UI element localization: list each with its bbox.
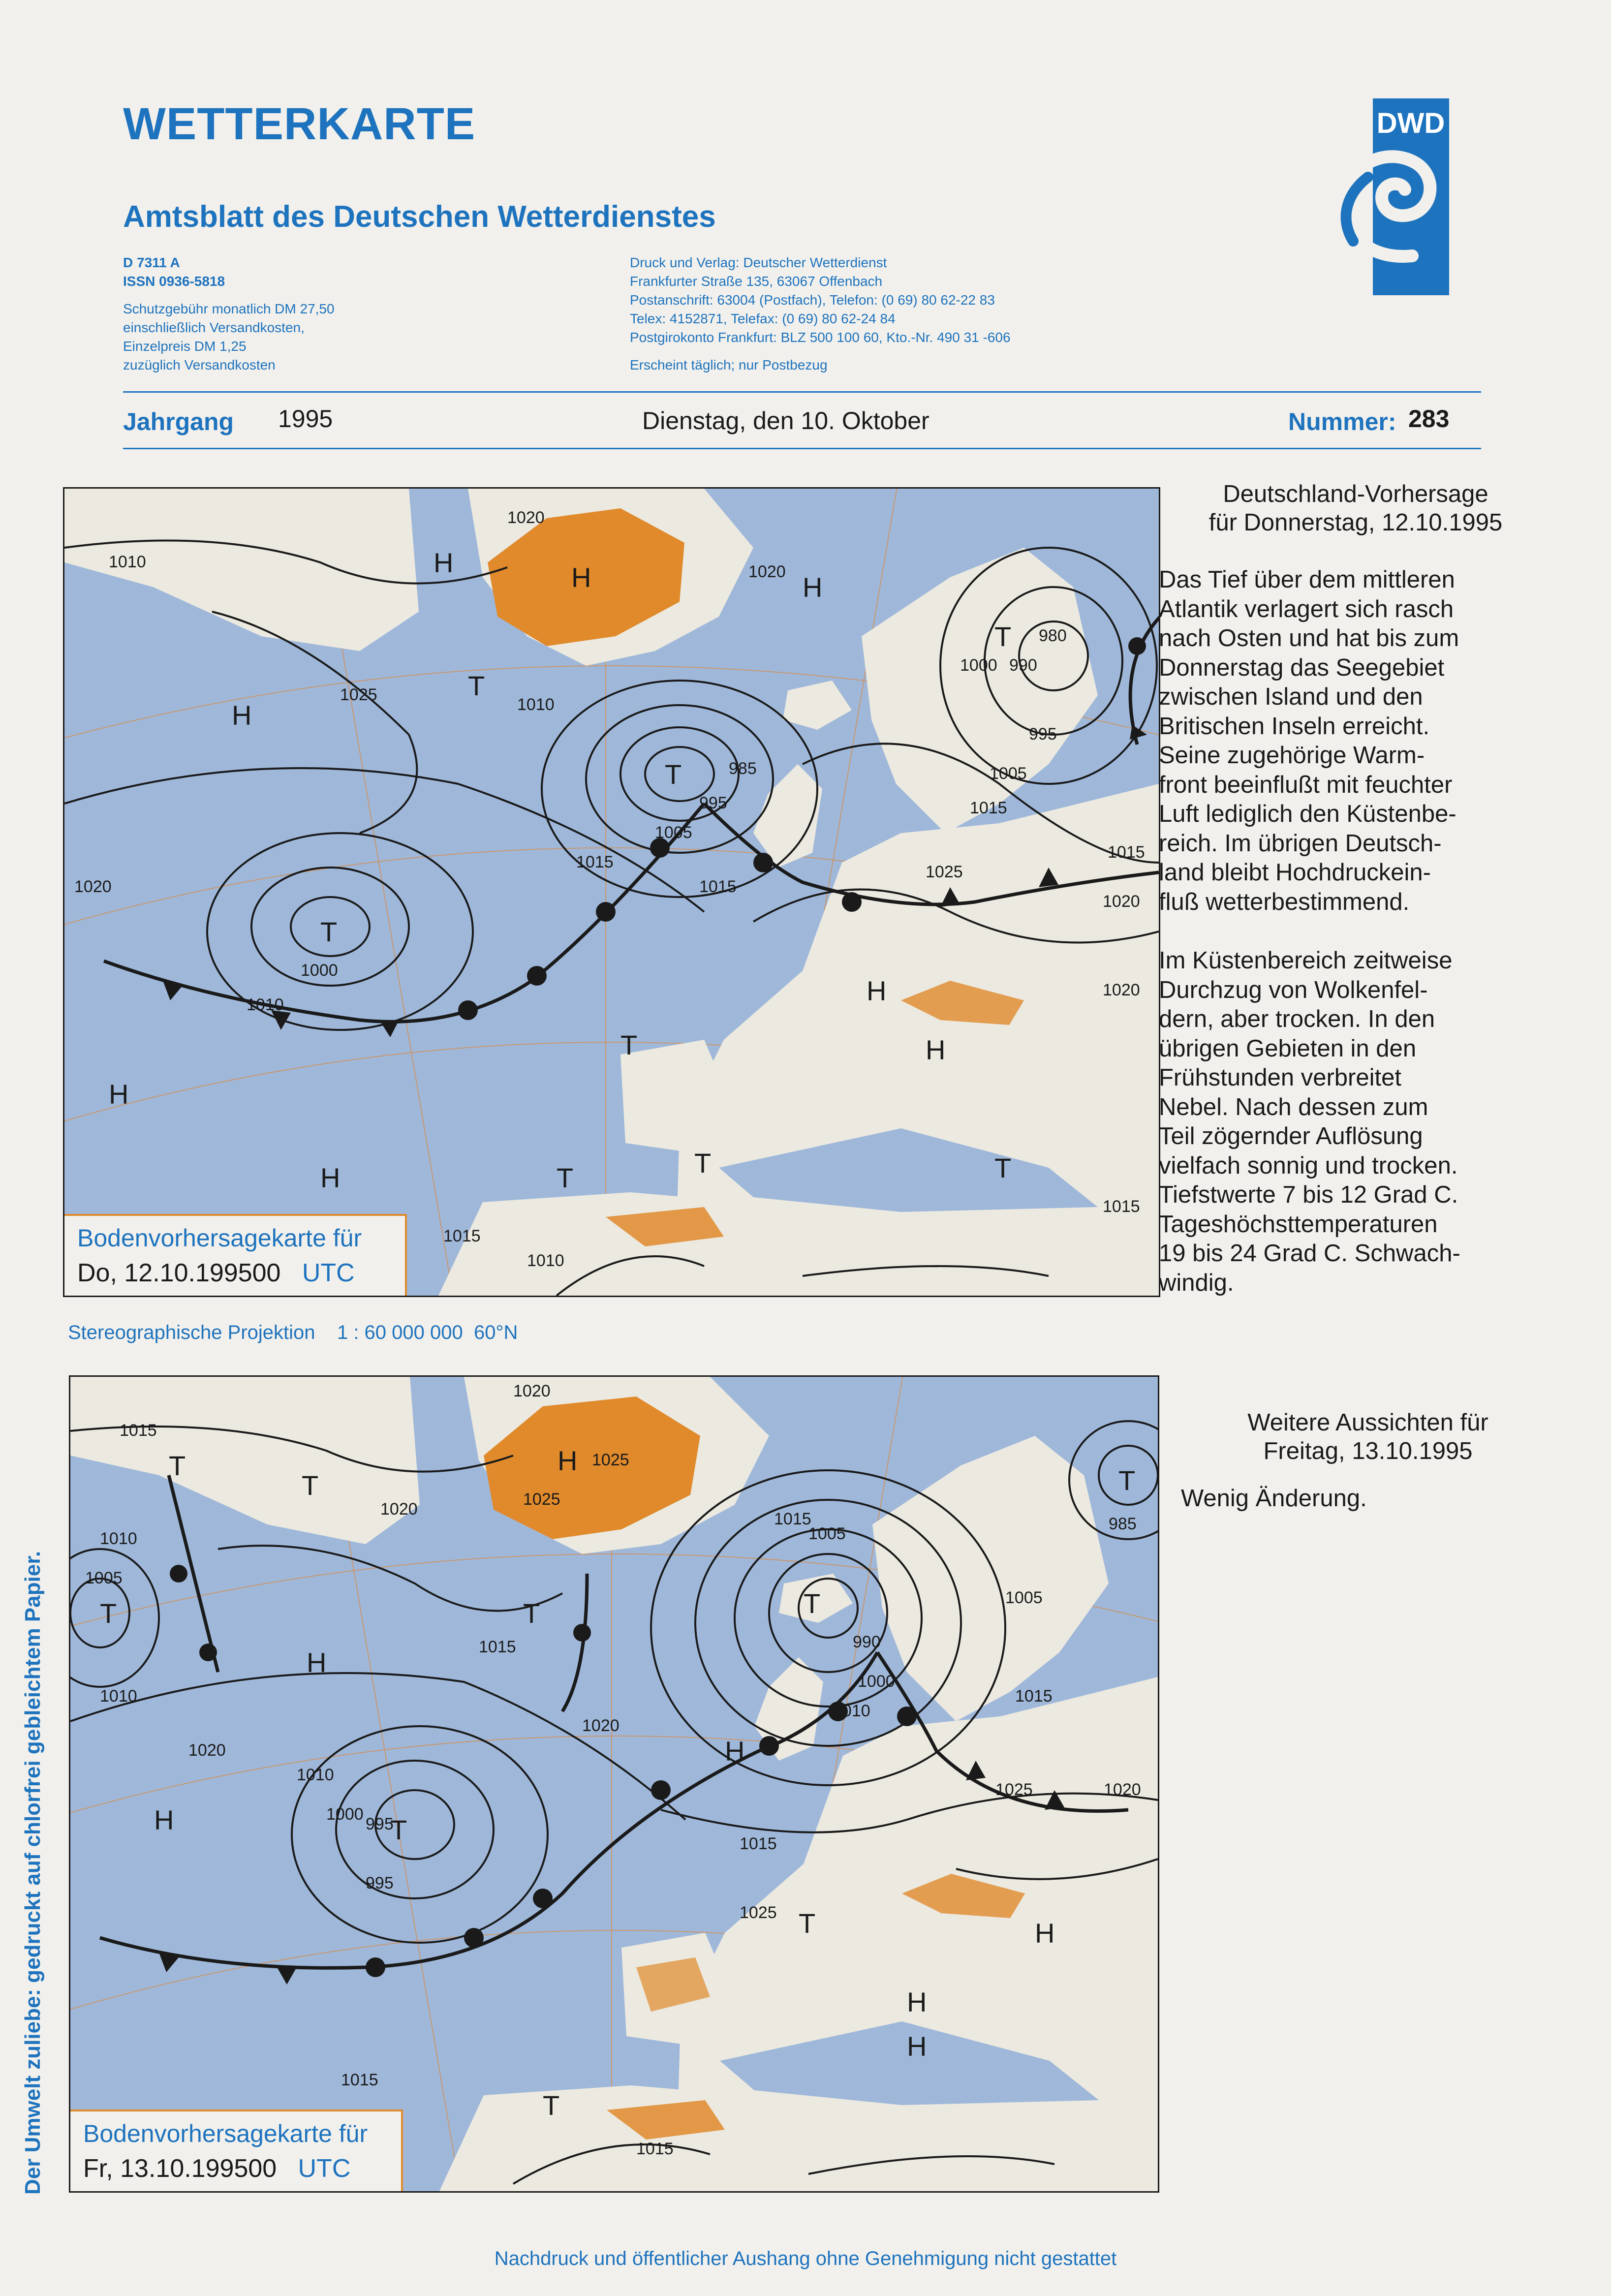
pressure-center: H bbox=[725, 1736, 745, 1767]
fee-line: einschließlich Versandkosten, bbox=[123, 320, 305, 335]
forecast-heading bbox=[1159, 480, 1552, 537]
pressure-center: T bbox=[557, 1162, 574, 1193]
map-caption-date: Do, 12.10.1995 bbox=[77, 1259, 252, 1287]
dwd-logo bbox=[1319, 93, 1452, 300]
forecast-line: fluß wetterbestimmend. bbox=[1159, 888, 1410, 915]
pressure-label: 1010 bbox=[527, 1251, 564, 1270]
pressure-center: T bbox=[665, 759, 682, 790]
pressure-center: H bbox=[926, 1034, 946, 1065]
map-caption bbox=[70, 2110, 403, 2191]
pressure-center: T bbox=[468, 670, 485, 701]
pressure-label: 1025 bbox=[740, 1903, 777, 1922]
pressure-label: 1020 bbox=[1103, 892, 1140, 911]
outlook-column bbox=[1181, 1408, 1555, 1514]
pressure-label: 1015 bbox=[1015, 1687, 1053, 1706]
forecast-line: zwischen Island und den bbox=[1159, 683, 1423, 710]
pressure-label: 995 bbox=[699, 794, 727, 812]
pressure-label: 1015 bbox=[479, 1638, 516, 1656]
pressure-label: 995 bbox=[366, 1815, 394, 1833]
pressure-label: 1000 bbox=[960, 656, 997, 675]
pressure-label: 1005 bbox=[655, 823, 692, 842]
jahrgang-label: Jahrgang bbox=[123, 408, 234, 435]
pressure-label: 980 bbox=[1039, 626, 1067, 645]
nummer-label: Nummer: bbox=[1288, 408, 1396, 435]
pressure-label: 995 bbox=[366, 1874, 394, 1893]
outlook-heading-line: Freitag, 13.10.1995 bbox=[1263, 1438, 1473, 1464]
fee-line: zuzüglich Versandkosten bbox=[123, 357, 276, 372]
header-rule-bottom bbox=[123, 448, 1481, 449]
forecast-line: Frühstunden verbreitet bbox=[1159, 1064, 1401, 1091]
nummer-value: 283 bbox=[1408, 405, 1450, 433]
pressure-label: 1010 bbox=[247, 995, 284, 1014]
pressure-label: 1015 bbox=[1103, 1197, 1140, 1216]
forecast-line: Im Küstenbereich zeitweise bbox=[1159, 947, 1453, 974]
forecast-map-thursday bbox=[63, 487, 1160, 1297]
pressure-center: H bbox=[320, 1162, 341, 1193]
pressure-center: T bbox=[994, 1152, 1012, 1183]
scandinavia bbox=[872, 1436, 1109, 1721]
publisher-line: Druck und Verlag: Deutscher Wetterdienst bbox=[630, 255, 887, 270]
forecast-paragraph-1 bbox=[1159, 565, 1552, 917]
publisher-line: Postanschrift: 63004 (Postfach), Telefon: (0 69) 80 62-22 83 bbox=[630, 292, 995, 308]
jahrgang-value: 1995 bbox=[278, 405, 333, 433]
map-caption-utc: UTC bbox=[302, 1259, 355, 1287]
pressure-center: H bbox=[307, 1647, 327, 1678]
pressure-label: 985 bbox=[1109, 1515, 1137, 1533]
forecast-column bbox=[1159, 480, 1552, 1298]
pressure-label: 1025 bbox=[523, 1490, 560, 1509]
pressure-center: T bbox=[100, 1598, 117, 1629]
pressure-label: 1015 bbox=[774, 1510, 811, 1528]
publication-note: Erscheint täglich; nur Postbezug bbox=[630, 357, 828, 372]
pressure-label: 1000 bbox=[301, 961, 338, 980]
pressure-center: H bbox=[867, 975, 887, 1006]
forecast-line: Nebel. Nach dessen zum bbox=[1159, 1093, 1428, 1120]
forecast-line: reich. Im übrigen Deutsch- bbox=[1159, 830, 1442, 857]
sidebar-eco-note: Der Umwelt zuliebe: gedruckt auf chlorfrei gebleichtem Papier. bbox=[21, 1551, 45, 2195]
fee-line: Einzelpreis DM 1,25 bbox=[123, 339, 247, 354]
outlook-text: Wenig Änderung. bbox=[1181, 1485, 1367, 1512]
forecast-line: Tiefstwerte 7 bis 12 Grad C. bbox=[1159, 1181, 1458, 1208]
forecast-line: front beeinflußt mit feuchter bbox=[1159, 771, 1453, 798]
forecast-heading-line: Deutschland-Vorhersage bbox=[1223, 481, 1488, 507]
pressure-label: 1010 bbox=[100, 1687, 137, 1706]
pressure-center: T bbox=[523, 1598, 540, 1629]
pressure-label: 1025 bbox=[592, 1451, 629, 1469]
pressure-center: H bbox=[109, 1079, 129, 1110]
pressure-label: 1020 bbox=[507, 508, 545, 527]
publisher-line: Telex: 4152871, Telefax: (0 69) 80 62-24 84 bbox=[630, 311, 896, 326]
map-caption bbox=[64, 1214, 407, 1296]
pressure-center: T bbox=[994, 621, 1012, 652]
publication-ids bbox=[123, 253, 335, 374]
fee-line: Schutzgebühr monatlich DM 27,50 bbox=[123, 301, 335, 316]
pressure-label: 1020 bbox=[748, 562, 786, 581]
pressure-label: 1015 bbox=[636, 2140, 674, 2158]
publisher-line: Postgirokonto Frankfurt: BLZ 500 100 60, Kto.-Nr. 490 31 -606 bbox=[630, 330, 1011, 345]
page-subtitle: Amtsblatt des Deutschen Wetterdienstes bbox=[123, 200, 716, 234]
pressure-label: 1015 bbox=[740, 1834, 777, 1853]
forecast-line: 19 bis 24 Grad C. Schwach- bbox=[1159, 1240, 1460, 1267]
forecast-line: land bleibt Hochdruckein- bbox=[1159, 859, 1431, 886]
land-masses bbox=[70, 1377, 1158, 2191]
pressure-label: 1020 bbox=[582, 1716, 620, 1735]
pressure-label: 1000 bbox=[326, 1805, 364, 1824]
pressure-center: H bbox=[907, 1986, 927, 2017]
id-line-1: D 7311 A bbox=[123, 255, 180, 270]
pressure-label: 1005 bbox=[85, 1569, 123, 1587]
fee-block bbox=[123, 300, 335, 374]
pressure-label: 1020 bbox=[513, 1382, 551, 1400]
pressure-center: T bbox=[390, 1814, 407, 1845]
pressure-label: 1010 bbox=[833, 1702, 870, 1720]
page-title: WETTERKARTE bbox=[123, 99, 476, 149]
map-caption-title: Bodenvorhersagekarte für bbox=[83, 2120, 368, 2147]
publisher-block bbox=[630, 253, 1011, 374]
outlook-heading-line: Weitere Aussichten für bbox=[1247, 1409, 1488, 1436]
logo-text: DWD bbox=[1376, 107, 1445, 139]
issue-date: Dienstag, den 10. Oktober bbox=[642, 407, 929, 434]
forecast-line: Tageshöchsttemperaturen bbox=[1159, 1210, 1438, 1238]
pressure-center: H bbox=[232, 700, 252, 731]
forecast-line: vielfach sonnig und trocken. bbox=[1159, 1152, 1458, 1179]
pressure-center: T bbox=[1118, 1465, 1136, 1496]
header-rule-top bbox=[123, 391, 1481, 393]
pressure-center: T bbox=[320, 916, 338, 947]
pressure-center: T bbox=[302, 1470, 319, 1501]
forecast-map-friday bbox=[69, 1375, 1159, 2193]
map-caption-utc: UTC bbox=[298, 2154, 351, 2183]
pressure-label: 1015 bbox=[120, 1421, 157, 1440]
pressure-center: T bbox=[804, 1588, 821, 1619]
pressure-label: 1025 bbox=[340, 685, 377, 704]
forecast-line: Britischen Inseln erreicht. bbox=[1159, 713, 1430, 740]
projection-note: Stereographische Projektion 1 : 60 000 000 60°N bbox=[68, 1322, 518, 1343]
forecast-line: Luft lediglich den Küstenbe- bbox=[1159, 801, 1456, 827]
pressure-center: H bbox=[1035, 1918, 1055, 1949]
pressure-label: 1015 bbox=[576, 853, 614, 871]
pressure-label: 1020 bbox=[74, 877, 112, 896]
pressure-label: 1010 bbox=[517, 695, 555, 714]
forecast-line: Das Tief über dem mittleren bbox=[1159, 566, 1455, 593]
map-caption-date: Fr, 13.10.1995 bbox=[83, 2154, 248, 2183]
pressure-center: H bbox=[558, 1445, 578, 1476]
publisher-line: Frankfurter Straße 135, 63067 Offenbach bbox=[630, 274, 883, 289]
iceland bbox=[783, 681, 852, 730]
pressure-label: 1025 bbox=[995, 1780, 1033, 1799]
pressure-center: H bbox=[907, 2031, 927, 2062]
map-caption-time: 00 bbox=[252, 1259, 281, 1287]
pressure-center: H bbox=[154, 1804, 174, 1835]
footer-notice: Nachdruck und öffentlicher Aushang ohne Genehmigung nicht gestattet bbox=[494, 2248, 1117, 2269]
forecast-line: Seine zugehörige Warm- bbox=[1159, 742, 1425, 769]
pressure-center: T bbox=[543, 2090, 560, 2121]
pressure-label: 1000 bbox=[858, 1672, 895, 1691]
pressure-center: H bbox=[803, 572, 823, 603]
id-line-2: ISSN 0936-5818 bbox=[123, 274, 225, 289]
pressure-label: 995 bbox=[1029, 725, 1057, 744]
map-caption-datetime bbox=[83, 2154, 388, 2183]
forecast-line: Donnerstag das Seegebiet bbox=[1159, 654, 1445, 681]
pressure-label: 1015 bbox=[1108, 843, 1145, 862]
pressure-label: 1020 bbox=[380, 1500, 418, 1519]
pressure-label: 1015 bbox=[443, 1227, 481, 1245]
pressure-center: T bbox=[620, 1029, 638, 1060]
forecast-line: Teil zögernder Auflösung bbox=[1159, 1123, 1423, 1149]
pressure-label: 1005 bbox=[808, 1524, 846, 1543]
british-isles bbox=[753, 764, 822, 868]
pressure-center: T bbox=[799, 1908, 816, 1939]
pressure-label: 1015 bbox=[341, 2071, 378, 2089]
pressure-center: H bbox=[571, 562, 591, 593]
pressure-label: 1020 bbox=[1103, 981, 1140, 999]
pressure-label: 1020 bbox=[1104, 1780, 1141, 1799]
pressure-label: 985 bbox=[729, 759, 757, 778]
pressure-label: 1010 bbox=[109, 553, 146, 571]
pressure-center: T bbox=[169, 1450, 186, 1481]
forecast-heading-line: für Donnerstag, 12.10.1995 bbox=[1208, 509, 1503, 536]
pressure-label: 1015 bbox=[970, 799, 1007, 817]
forecast-line: Atlantik verlagert sich rasch bbox=[1159, 595, 1454, 622]
pressure-center: T bbox=[694, 1148, 712, 1179]
forecast-line: übrigen Gebieten in den bbox=[1159, 1035, 1417, 1062]
pressure-label: 1010 bbox=[100, 1529, 137, 1548]
map-caption-time: 00 bbox=[248, 2154, 277, 2183]
pressure-label: 1005 bbox=[1005, 1588, 1043, 1607]
canada-arctic bbox=[70, 1377, 420, 1544]
pressure-label: 990 bbox=[853, 1633, 881, 1651]
pressure-label: 1025 bbox=[926, 863, 963, 881]
map-caption-title: Bodenvorhersagekarte für bbox=[77, 1224, 362, 1252]
pressure-label: 1005 bbox=[990, 764, 1027, 783]
forecast-line: nach Osten und hat bis zum bbox=[1159, 625, 1459, 652]
map-caption-datetime bbox=[77, 1258, 392, 1288]
forecast-line: dern, aber trocken. In den bbox=[1159, 1006, 1435, 1032]
forecast-paragraph-2 bbox=[1159, 946, 1552, 1298]
outlook-heading bbox=[1181, 1408, 1555, 1465]
pressure-label: 1010 bbox=[297, 1766, 334, 1784]
pressure-label: 1015 bbox=[699, 877, 737, 896]
pressure-label: 990 bbox=[1009, 656, 1037, 675]
pressure-center: H bbox=[434, 547, 454, 578]
pressure-label: 1020 bbox=[188, 1741, 226, 1760]
forecast-line: windig. bbox=[1159, 1269, 1234, 1296]
scandinavia bbox=[862, 548, 1098, 833]
forecast-line: Durchzug von Wolkenfel- bbox=[1159, 976, 1428, 1003]
